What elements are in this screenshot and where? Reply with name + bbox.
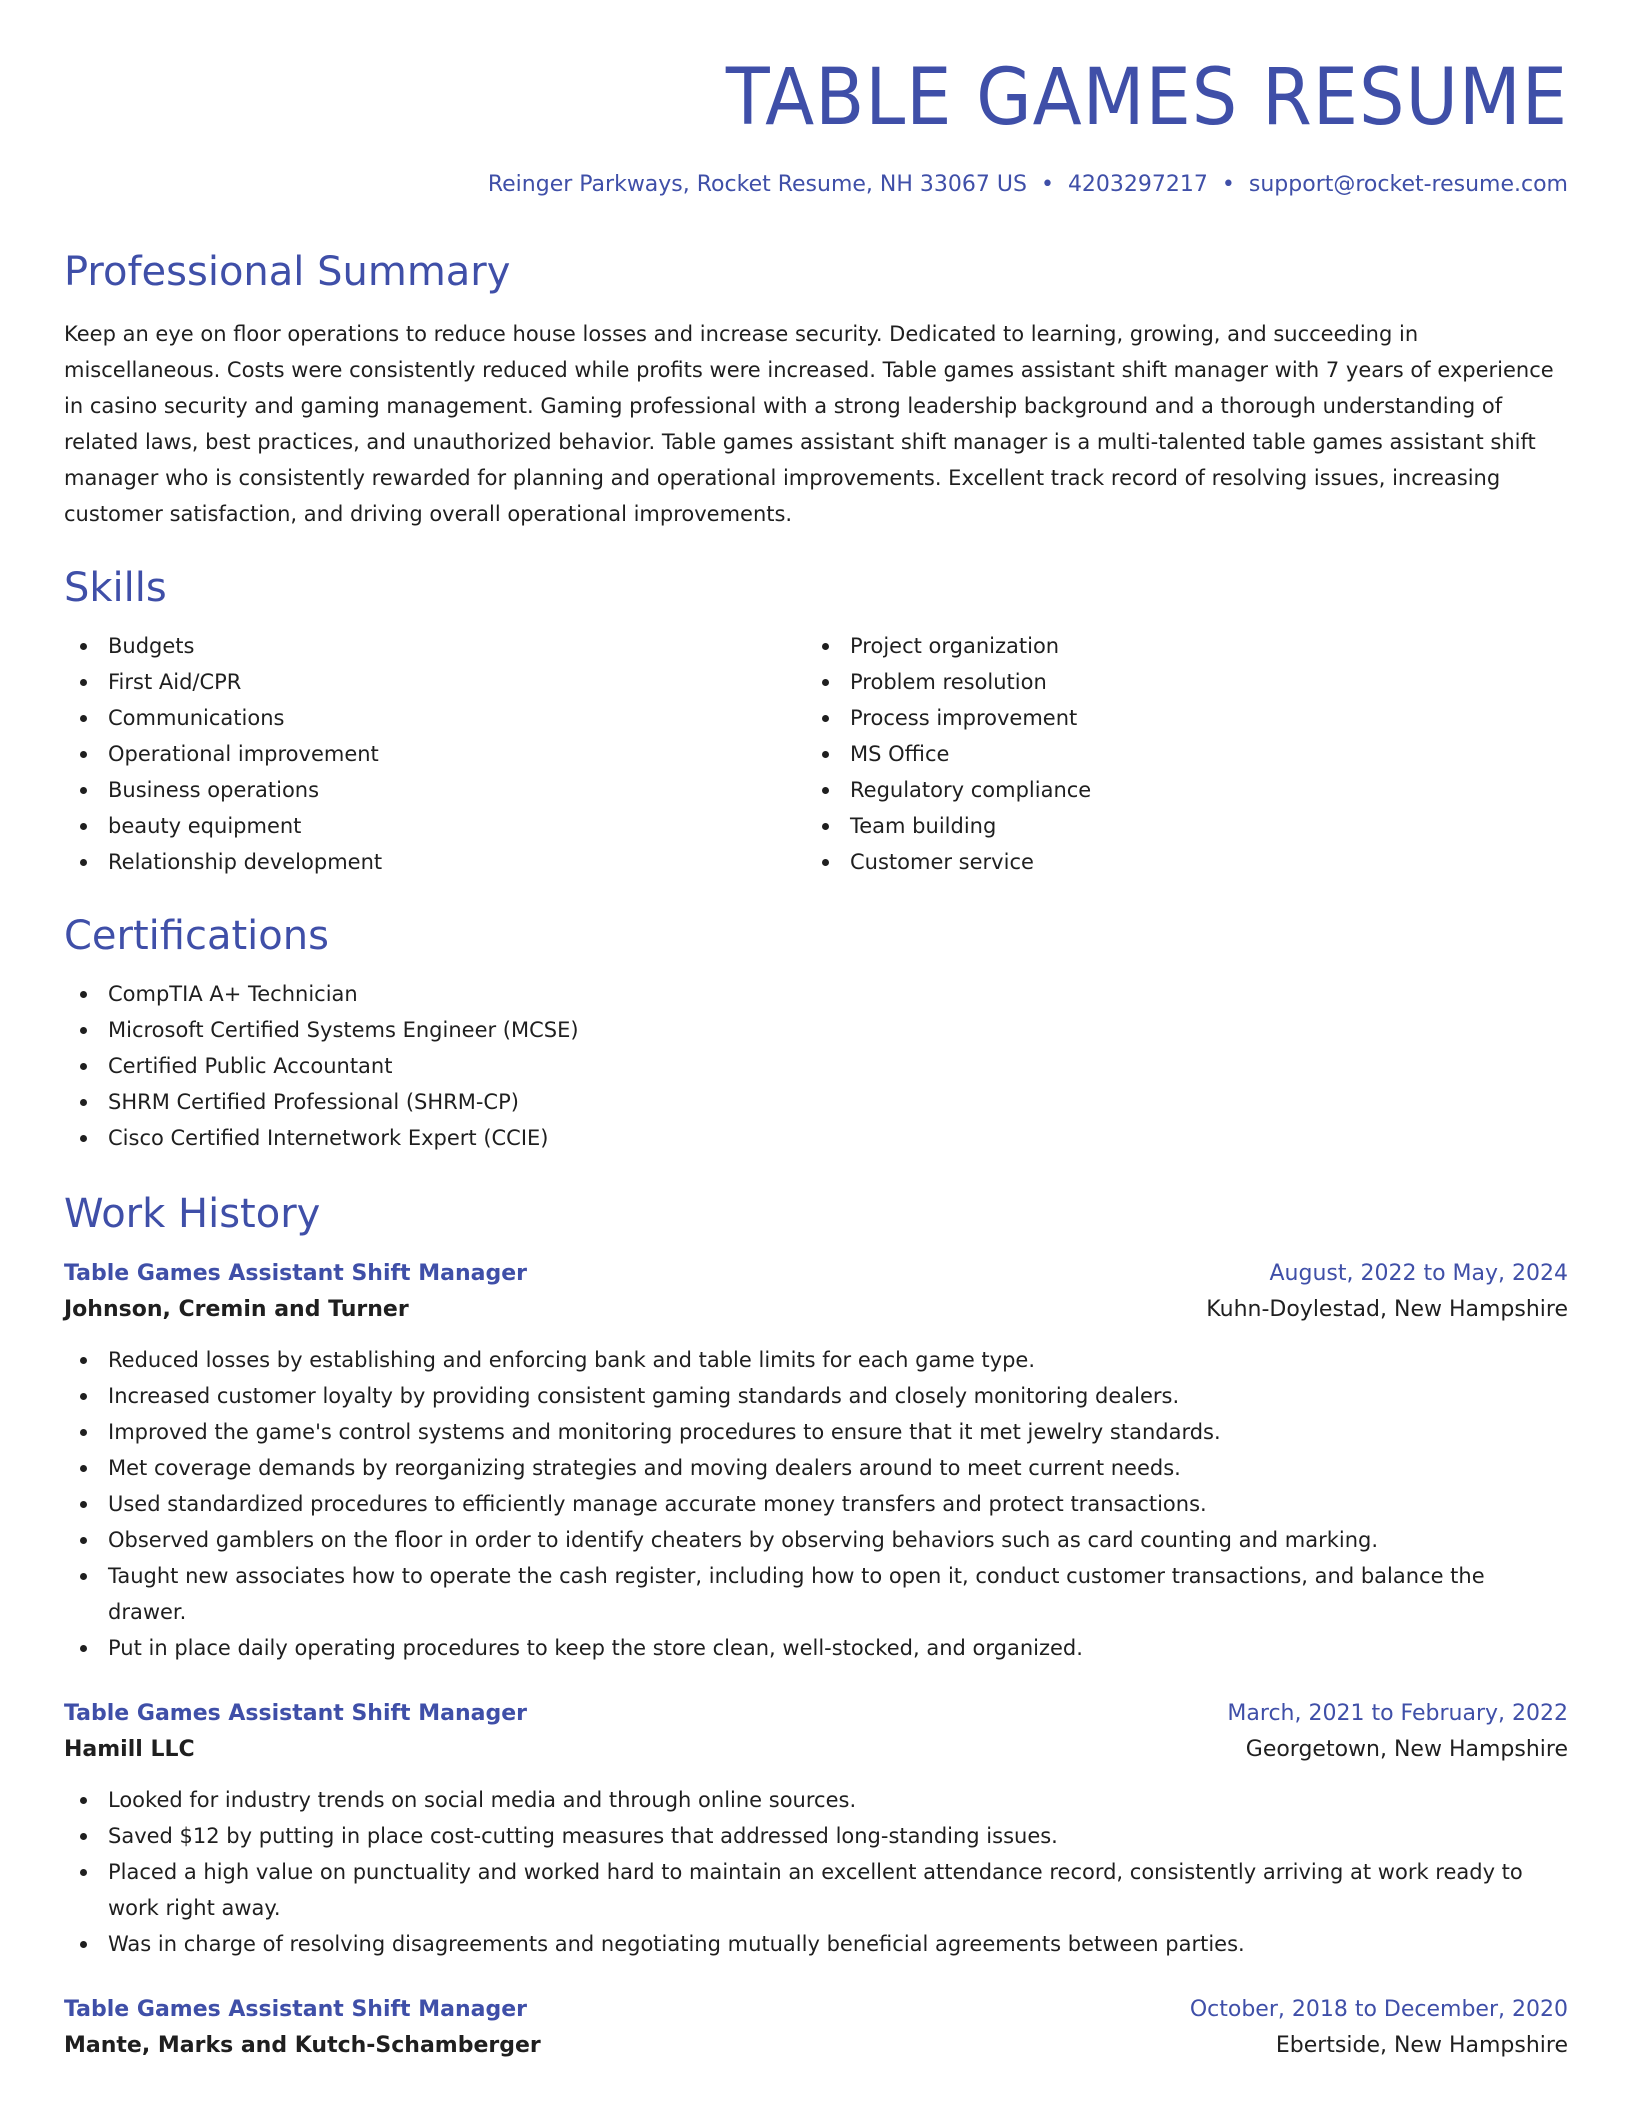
job-entry — [64, 1256, 1568, 1666]
list-item — [806, 736, 1548, 772]
bullet-icon — [80, 991, 87, 998]
bullet-icon — [80, 715, 87, 722]
list-item — [64, 772, 806, 808]
list-item-text: Taught new associates how to operate the cash register, including how to open it, conduct customer transactions, and balance the drawer. — [108, 1563, 1485, 1624]
resume-page — [64, 0, 1568, 2064]
work-history-list — [64, 1256, 1568, 2064]
list-item — [64, 976, 1568, 1012]
job-company: Johnson, Cremin and Turner — [64, 1296, 409, 1322]
list-item-text: Budgets — [108, 633, 195, 658]
bullet-icon — [822, 751, 829, 758]
skills-list-right — [806, 628, 1548, 880]
bullet-icon — [80, 1797, 87, 1804]
list-item — [64, 1048, 1568, 1084]
bullet-icon — [80, 751, 87, 758]
job-company: Mante, Marks and Kutch-Schamberger — [64, 2032, 541, 2058]
list-item-text: Certified Public Accountant — [108, 1053, 393, 1078]
contact-phone: 4203297217 — [1067, 171, 1208, 197]
list-item-text: Microsoft Certified Systems Engineer (MCSE) — [108, 1017, 579, 1042]
list-item-text: SHRM Certified Professional (SHRM-CP) — [108, 1089, 519, 1114]
list-item — [64, 1854, 1568, 1926]
list-item-text: Observed gamblers on the floor in order to identify cheaters by observing behaviors such as card counting and marking. — [108, 1527, 1379, 1552]
summary-text: Keep an eye on floor operations to reduce house losses and increase security. Dedicated to learning, growing, and succeeding in miscellaneous. Costs were consistently reduced while profits were increased. Table games assistant shift manager with 7 years of experience in casino security and gaming management. Gaming professional with a strong leadership background and a thorough understanding of related laws, best practices, and unauthorized behavior. Table games assistant shift manager is a multi-talented table games assistant shift manager who is consistently rewarded for planning and operational improvements. Excellent track record of resolving issues, increasing customer satisfaction, and driving overall operational improvements. — [64, 321, 1554, 526]
list-item-text: Customer service — [850, 849, 1034, 874]
list-item-text: Saved $12 by putting in place cost-cutting measures that addressed long-standing issues. — [108, 1823, 1058, 1848]
job-duties-list — [64, 1342, 1568, 1666]
bullet-icon — [80, 1393, 87, 1400]
job-dates: August, 2022 to May, 2024 — [1269, 1260, 1568, 1286]
list-item-text: Project organization — [850, 633, 1060, 658]
bullet-icon — [80, 1501, 87, 1508]
job-header-row — [64, 1696, 1568, 1732]
list-item — [64, 1558, 1568, 1630]
job-entry — [64, 1992, 1568, 2064]
job-company-row — [64, 1732, 1568, 1768]
job-title: Table Games Assistant Shift Manager — [64, 1996, 527, 2022]
list-item-text: Improved the game's control systems and monitoring procedures to ensure that it met jewelry standards. — [108, 1419, 1221, 1444]
bullet-icon — [822, 859, 829, 866]
bullet-icon — [80, 1465, 87, 1472]
skills-list-left — [64, 628, 806, 880]
bullet-icon — [80, 1429, 87, 1436]
list-item — [64, 1342, 1568, 1378]
list-item-text: Cisco Certified Internetwork Expert (CCIE) — [108, 1125, 549, 1150]
job-dates: October, 2018 to December, 2020 — [1189, 1996, 1568, 2022]
job-location: Georgetown, New Hampshire — [1245, 1736, 1568, 1762]
contact-line — [64, 172, 1568, 198]
bullet-icon — [80, 1573, 87, 1580]
list-item-text: Looked for industry trends on social media and through online sources. — [108, 1787, 857, 1812]
list-item-text: Process improvement — [850, 705, 1078, 730]
list-item — [64, 1378, 1568, 1414]
bullet-icon — [80, 1357, 87, 1364]
bullet-icon — [822, 643, 829, 650]
list-item — [64, 1450, 1568, 1486]
list-item — [64, 628, 806, 664]
list-item-text: Regulatory compliance — [850, 777, 1092, 802]
list-item-text: Communications — [108, 705, 285, 730]
job-duties-list — [64, 1782, 1568, 1962]
list-item-text: MS Office — [850, 741, 950, 766]
skills-grid — [64, 628, 1568, 880]
certifications-list — [64, 976, 1568, 1156]
bullet-icon — [80, 1099, 87, 1106]
list-item-text: First Aid/CPR — [108, 669, 242, 694]
list-item — [64, 1782, 1568, 1818]
list-item-text: Team building — [850, 813, 997, 838]
list-item — [64, 1926, 1568, 1962]
work-history-heading: Work History — [64, 1190, 321, 1237]
contact-separator: • — [1221, 171, 1235, 197]
job-header-row — [64, 1256, 1568, 1292]
list-item — [806, 628, 1548, 664]
job-title: Table Games Assistant Shift Manager — [64, 1260, 527, 1286]
job-company: Hamill LLC — [64, 1736, 195, 1762]
summary-heading: Professional Summary — [64, 248, 511, 295]
list-item — [806, 700, 1548, 736]
job-dates: March, 2021 to February, 2022 — [1227, 1700, 1568, 1726]
list-item — [64, 1818, 1568, 1854]
job-location: Ebertside, New Hampshire — [1275, 2032, 1568, 2058]
bullet-icon — [80, 1135, 87, 1142]
list-item-text: Reduced losses by establishing and enforcing bank and table limits for each game type. — [108, 1347, 1036, 1372]
list-item — [806, 808, 1548, 844]
job-title: Table Games Assistant Shift Manager — [64, 1700, 527, 1726]
bullet-icon — [822, 823, 829, 830]
bullet-icon — [822, 679, 829, 686]
list-item — [806, 772, 1548, 808]
list-item — [64, 1486, 1568, 1522]
bullet-icon — [80, 1645, 87, 1652]
list-item-text: Met coverage demands by reorganizing strategies and moving dealers around to meet current needs. — [108, 1455, 1181, 1480]
list-item — [64, 1012, 1568, 1048]
bullet-icon — [80, 787, 87, 794]
list-item-text: Used standardized procedures to efficiently manage accurate money transfers and protect transactions. — [108, 1491, 1207, 1516]
list-item — [64, 664, 806, 700]
list-item — [806, 664, 1548, 700]
list-item — [64, 700, 806, 736]
bullet-icon — [822, 787, 829, 794]
bullet-icon — [80, 643, 87, 650]
bullet-icon — [80, 679, 87, 686]
job-company-row — [64, 1292, 1568, 1328]
list-item — [64, 1084, 1568, 1120]
job-header-row — [64, 1992, 1568, 2028]
list-item-text: Was in charge of resolving disagreements and negotiating mutually beneficial agreements between parties. — [108, 1931, 1245, 1956]
list-item-text: CompTIA A+ Technician — [108, 981, 358, 1006]
list-item — [64, 808, 806, 844]
bullet-icon — [80, 1537, 87, 1544]
list-item-text: Relationship development — [108, 849, 383, 874]
bullet-icon — [822, 715, 829, 722]
contact-email[interactable]: support@rocket-resume.com — [1248, 171, 1568, 197]
list-item-text: Put in place daily operating procedures to keep the store clean, well-stocked, and organized. — [108, 1635, 1083, 1660]
list-item — [64, 1120, 1568, 1156]
contact-separator: • — [1040, 171, 1054, 197]
list-item — [806, 844, 1548, 880]
resume-title: TABLE GAMES RESUME — [725, 53, 1568, 143]
list-item — [64, 844, 806, 880]
bullet-icon — [80, 1869, 87, 1876]
contact-address: Reinger Parkways, Rocket Resume, NH 33067 US — [487, 171, 1027, 197]
list-item — [64, 1630, 1568, 1666]
job-entry — [64, 1696, 1568, 1962]
certifications-heading: Certifications — [64, 912, 329, 959]
list-item-text: Problem resolution — [850, 669, 1047, 694]
job-company-row — [64, 2028, 1568, 2064]
list-item — [64, 736, 806, 772]
bullet-icon — [80, 859, 87, 866]
list-item-text: Placed a high value on punctuality and worked hard to maintain an excellent attendance record, consistently arriving at work ready to work right away. — [108, 1859, 1523, 1920]
bullet-icon — [80, 823, 87, 830]
bullet-icon — [80, 1941, 87, 1948]
list-item-text: Increased customer loyalty by providing consistent gaming standards and closely monitoring dealers. — [108, 1383, 1180, 1408]
bullet-icon — [80, 1833, 87, 1840]
bullet-icon — [80, 1027, 87, 1034]
list-item-text: Business operations — [108, 777, 320, 802]
skills-heading: Skills — [64, 564, 167, 611]
list-item — [64, 1522, 1568, 1558]
bullet-icon — [80, 1063, 87, 1070]
list-item-text: Operational improvement — [108, 741, 379, 766]
list-item — [64, 1414, 1568, 1450]
list-item-text: beauty equipment — [108, 813, 302, 838]
job-location: Kuhn-Doylestad, New Hampshire — [1206, 1296, 1568, 1322]
